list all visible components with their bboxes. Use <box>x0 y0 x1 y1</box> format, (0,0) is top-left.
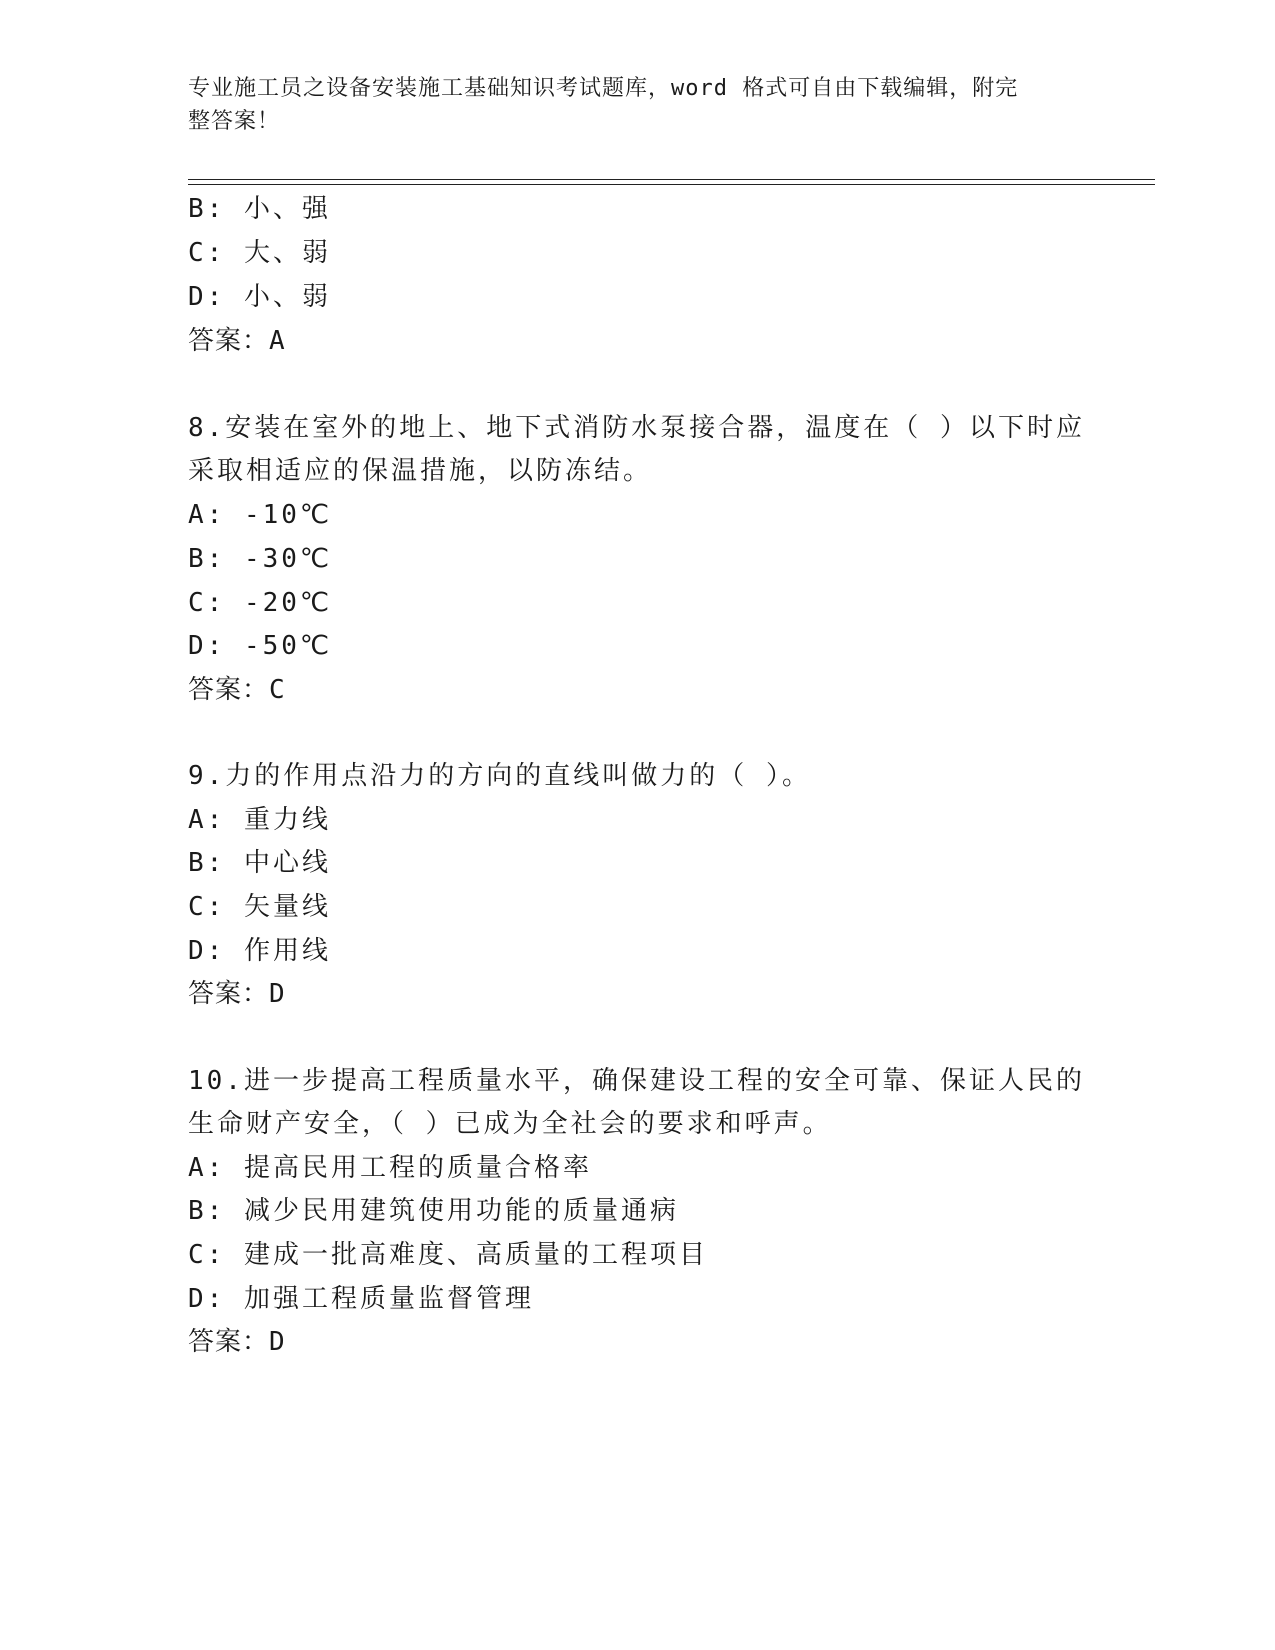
q8-option-b: B: -30℃ <box>188 544 333 574</box>
q10-stem-line-2: 生命财产安全，（ ）已成为全社会的要求和呼声。 <box>188 1109 832 1139</box>
prev-option-c: C: 大、弱 <box>188 238 331 268</box>
q10-stem-line-1: 10.进一步提高工程质量水平，确保建设工程的安全可靠、保证人民的 <box>188 1066 1085 1096</box>
q10-option-b: B: 减少民用建筑使用功能的质量通病 <box>188 1196 679 1226</box>
q8-option-a: A: -10℃ <box>188 500 333 530</box>
header-line-2: 整答案！ <box>188 109 281 134</box>
header-line-1: 专业施工员之设备安装施工基础知识考试题库，word 格式可自由下载编辑，附完 <box>188 76 1019 101</box>
q9-answer: 答案：D <box>188 979 286 1009</box>
q9-stem-line-1: 9.力的作用点沿力的方向的直线叫做力的（ ）。 <box>188 761 811 791</box>
document-header <box>188 72 1068 138</box>
q9-option-a: A: 重力线 <box>188 805 331 835</box>
header-divider-bottom <box>188 184 1155 185</box>
q10-option-c: C: 建成一批高难度、高质量的工程项目 <box>188 1240 708 1270</box>
prev-option-d: D: 小、弱 <box>188 282 331 312</box>
q10-option-d: D: 加强工程质量监督管理 <box>188 1284 534 1314</box>
q9-option-c: C: 矢量线 <box>188 892 331 922</box>
header-divider-top <box>188 179 1155 180</box>
q8-option-c: C: -20℃ <box>188 588 333 618</box>
q9-option-b: B: 中心线 <box>188 848 331 878</box>
q8-option-d: D: -50℃ <box>188 631 333 661</box>
prev-answer: 答案：A <box>188 326 286 356</box>
q9-option-d: D: 作用线 <box>188 936 331 966</box>
prev-option-b: B: 小、强 <box>188 194 331 224</box>
q8-stem-line-2: 采取相适应的保温措施，以防冻结。 <box>188 456 653 486</box>
q8-stem-line-1: 8.安装在室外的地上、地下式消防水泵接合器，温度在（ ）以下时应 <box>188 413 1085 443</box>
q10-option-a: A: 提高民用工程的质量合格率 <box>188 1153 592 1183</box>
q10-answer: 答案：D <box>188 1327 286 1357</box>
q8-answer: 答案：C <box>188 675 286 705</box>
